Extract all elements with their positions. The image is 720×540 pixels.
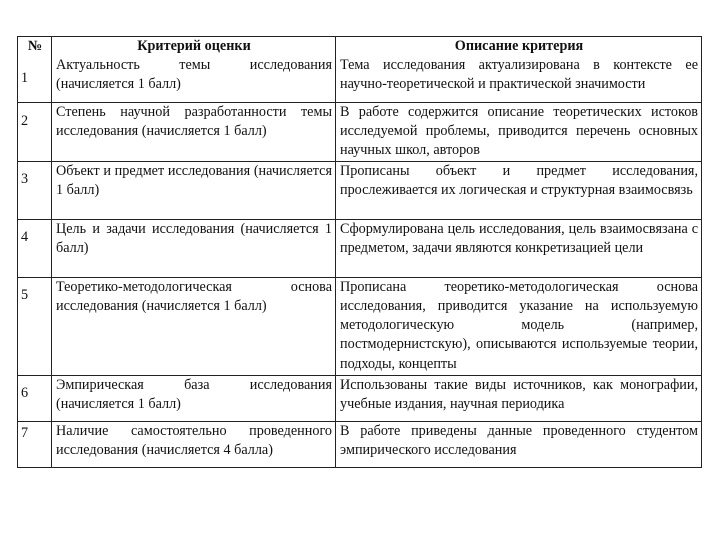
header-criterion: Критерий оценки <box>52 37 336 57</box>
row-number-text: 2 <box>21 112 29 129</box>
row-number-text: 4 <box>21 228 29 245</box>
row-number <box>18 375 52 421</box>
row-number-text: 7 <box>21 424 29 441</box>
row-number <box>18 277 52 375</box>
criteria-table <box>17 36 702 468</box>
row-number <box>18 219 52 277</box>
table-row <box>18 161 702 219</box>
header-number: № <box>18 37 52 57</box>
table-row <box>18 56 702 102</box>
table-row <box>18 375 702 421</box>
row-criterion: Теоретико-методологическая основа исследования (начисляется 1 балл) <box>52 277 336 375</box>
row-description: Использованы такие виды источников, как монографии, учебные издания, научная периодика <box>336 375 702 421</box>
row-number <box>18 421 52 467</box>
row-description: Тема исследования актуализирована в контексте ее научно-теоретической и практической значимости <box>336 56 702 102</box>
table-header-row <box>18 37 702 57</box>
row-description: Сформулирована цель исследования, цель взаимосвязана с предметом, задачи являются конкретизацией цели <box>336 219 702 277</box>
row-criterion: Объект и предмет исследования (начисляется 1 балл) <box>52 161 336 219</box>
row-description: Прописаны объект и предмет исследования, прослеживается их логическая и структурная взаимосвязь <box>336 161 702 219</box>
row-criterion: Актуальность темы исследования (начисляется 1 балл) <box>52 56 336 102</box>
table-row <box>18 277 702 375</box>
table-row <box>18 421 702 467</box>
row-description: В работе содержится описание теоретических истоков исследуемой проблемы, приводится перечень основных научных школ, авторов <box>336 102 702 161</box>
table-row <box>18 102 702 161</box>
row-criterion: Цель и задачи исследования (начисляется 1 балл) <box>52 219 336 277</box>
row-number-text: 6 <box>21 384 29 401</box>
row-number <box>18 56 52 102</box>
row-number-text: 1 <box>21 70 29 87</box>
row-number <box>18 161 52 219</box>
row-description: В работе приведены данные проведенного студентом эмпирического исследования <box>336 421 702 467</box>
row-description: Прописана теоретико-методологическая основа исследования, приводится указание на используемую методологическую модель (например, постмодернистскую), описываются используемые теории, подходы, концепты <box>336 277 702 375</box>
row-number <box>18 102 52 161</box>
table-row <box>18 219 702 277</box>
row-number-text: 5 <box>21 286 29 303</box>
row-criterion: Эмпирическая база исследования (начисляется 1 балл) <box>52 375 336 421</box>
row-criterion: Наличие самостоятельно проведенного исследования (начисляется 4 балла) <box>52 421 336 467</box>
row-number-text: 3 <box>21 170 29 187</box>
row-criterion: Степень научной разработанности темы исследования (начисляется 1 балл) <box>52 102 336 161</box>
header-description: Описание критерия <box>336 37 702 57</box>
